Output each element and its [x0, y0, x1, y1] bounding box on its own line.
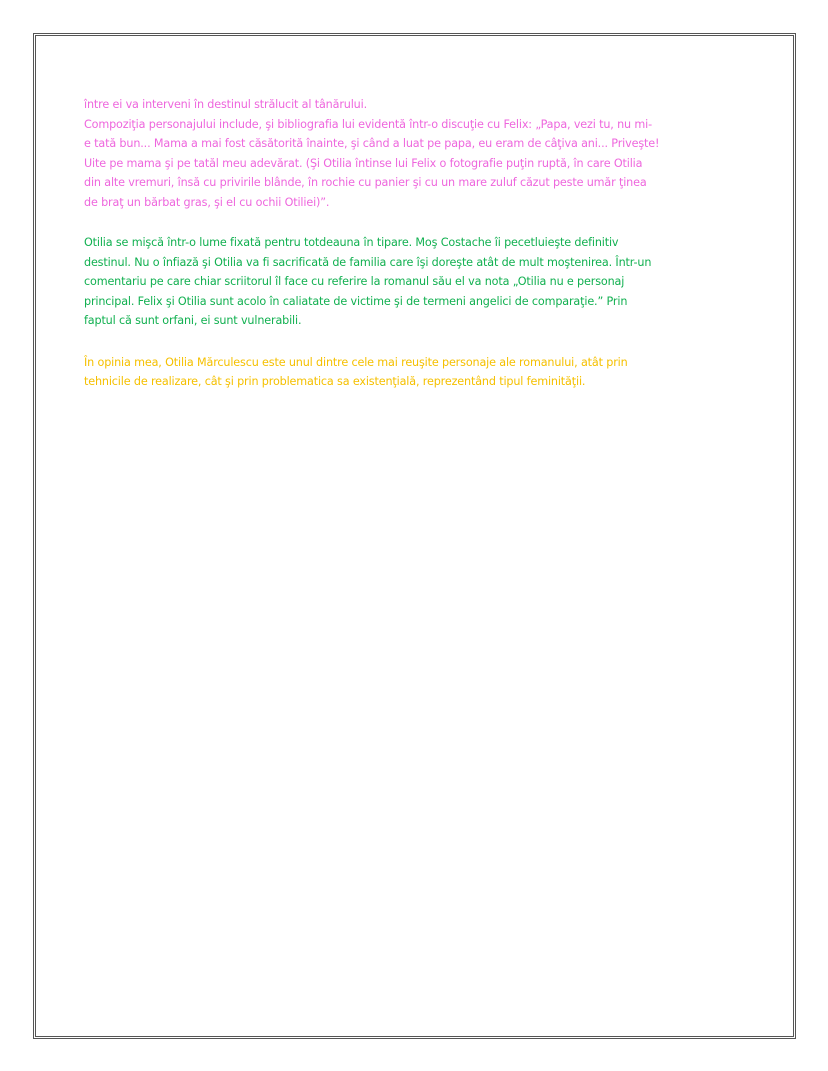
paragraph-spacer	[84, 212, 730, 233]
paragraph-otilia-destiny	[84, 233, 730, 331]
text-line: principal. Felix şi Otilia sunt acolo în caliatate de victime şi de termeni angelici de comparaţie.” Prin	[84, 294, 628, 308]
paragraph-spacer	[84, 331, 730, 353]
text-line: Otilia se mişcă într-o lume fixată pentru totdeauna în tipare. Moş Costache îi pecetluieşte definitiv	[84, 236, 619, 249]
text-line: destinul. Nu o înfiază şi Otilia va fi sacrificată de familia care îşi doreşte atât de mult moştenirea. Într-un	[84, 255, 652, 269]
text-line: între ei va interveni în destinul strălucit al tânărului.	[84, 98, 367, 111]
paragraph-conclusion	[84, 353, 730, 392]
text-line: de braţ un bărbat gras, şi el cu ochii Otiliei)”.	[84, 195, 330, 209]
text-line: e tată bun... Mama a mai fost căsătorită înainte, şi când a luat pe papa, eu eram de câţiva ani... Priveşte!	[84, 137, 660, 150]
text-line: tehnicile de realizare, cât şi prin problematica sa existenţială, reprezentând tipul feminităţii.	[84, 375, 586, 388]
document-body	[84, 95, 730, 392]
text-line: comentariu pe care chiar scriitorul îl face cu referire la romanul său el va nota „Otilia nu e personaj	[84, 275, 625, 288]
text-line: În opinia mea, Otilia Mărculescu este unul dintre cele mai reuşite personaje ale romanului, atât prin	[84, 355, 628, 369]
text-line: din alte vremuri, însă cu privirile blânde, în rochie cu panier şi cu un mare zuluf căzut peste umăr ţinea	[84, 176, 647, 189]
paragraph-otilia-biography	[84, 95, 730, 212]
text-line: Uite pe mama şi pe tatăl meu adevărat. (Şi Otilia întinse lui Felix o fotografie puţin ruptă, în care Otilia	[84, 156, 643, 170]
text-line: Compoziţia personajului include, şi bibliografia lui evidentă într-o discuţie cu Felix: „Papa, vezi tu, nu mi-	[84, 117, 652, 131]
text-line: faptul că sunt orfani, ei sunt vulnerabili.	[84, 314, 302, 327]
